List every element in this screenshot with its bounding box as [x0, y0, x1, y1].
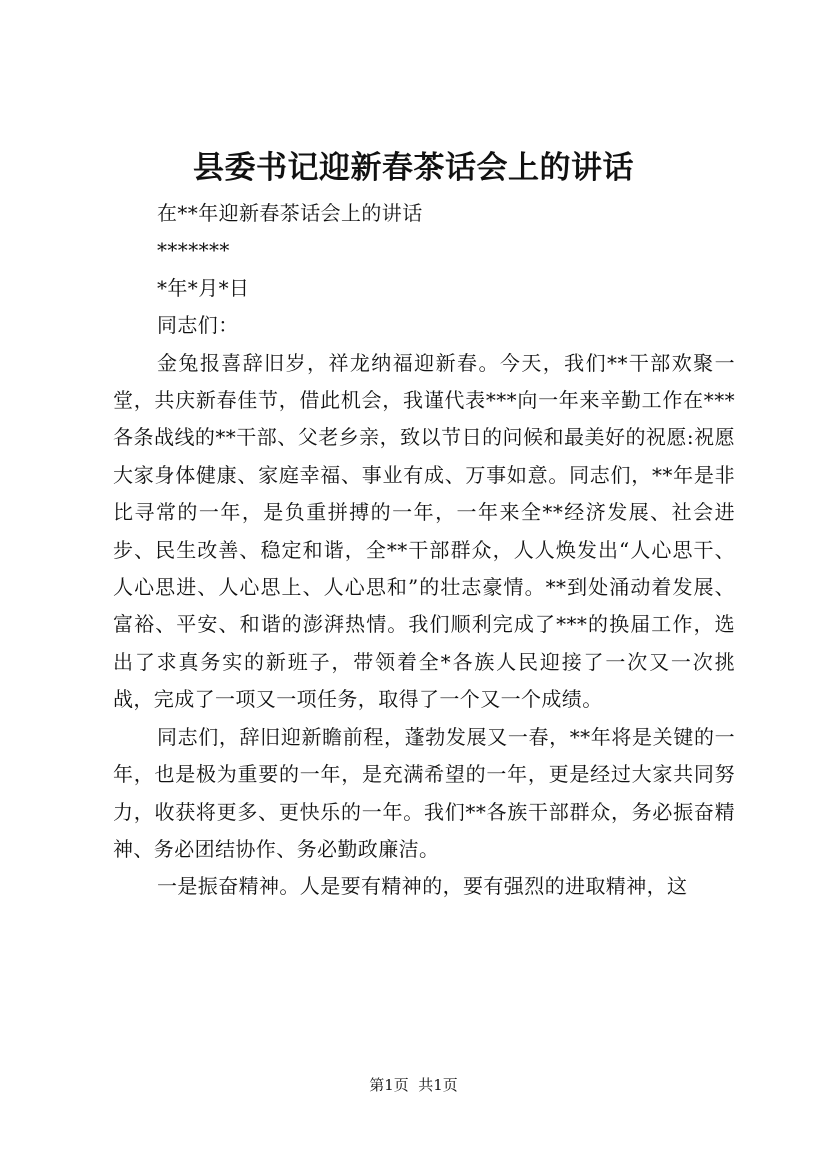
speech-date-line: *年*月*日: [157, 275, 250, 300]
page-number-label: 第1页 共1页: [369, 1076, 458, 1094]
speech-heading-line: 在**年迎新春茶话会上的讲话: [157, 201, 423, 225]
body-paragraph-3: 一是振奋精神。人是要有精神的，要有强烈的进取精神，这: [157, 874, 688, 899]
body-paragraph-2: 同志们，辞旧迎新瞻前程，蓬勃发展又一春，**年将是关键的一年，也是极为重要的一年，是充满希望的一年，更是经过大家共同努力，收获将更多、更快乐的一年。我们**各族干部群众，务必振奋精神、务必团结协作、务必勤政廉洁。: [113, 724, 735, 861]
salutation-line: 同志们：: [157, 313, 239, 338]
document-title: 县委书记迎新春茶话会上的讲话: [193, 150, 634, 186]
body-paragraph-1: 金兔报喜辞旧岁，祥龙纳福迎新春。今天，我们**干部欢聚一堂，共庆新春佳节，借此机会，我谨代表***向一年来辛勤工作在***各条战线的**干部、父老乡亲，致以节日的问候和最美好的祝愿:祝愿大家身体健康、家庭幸福、事业有成、万事如意。同志们，**年是非比寻常的一年，是负重拼搏的一年，一年来全**经济发展、社会进步、民生改善、稳定和谐，全**干部群众，人人焕发出“人心思干、人心思进、人心思上、人心思和”的壮志豪情。**到处涌动着发展、富裕、平安、和谐的澎湃热情。我们顺利完成了***的换届工作，选出了求真务实的新班子，带领着全*各族人民迎接了一次又一次挑战，完成了一项又一项任务，取得了一个又一个成绩。: [113, 350, 735, 712]
speaker-name-line: *******: [157, 238, 230, 263]
page-footer: [0, 1075, 827, 1095]
document-body: [113, 195, 735, 906]
